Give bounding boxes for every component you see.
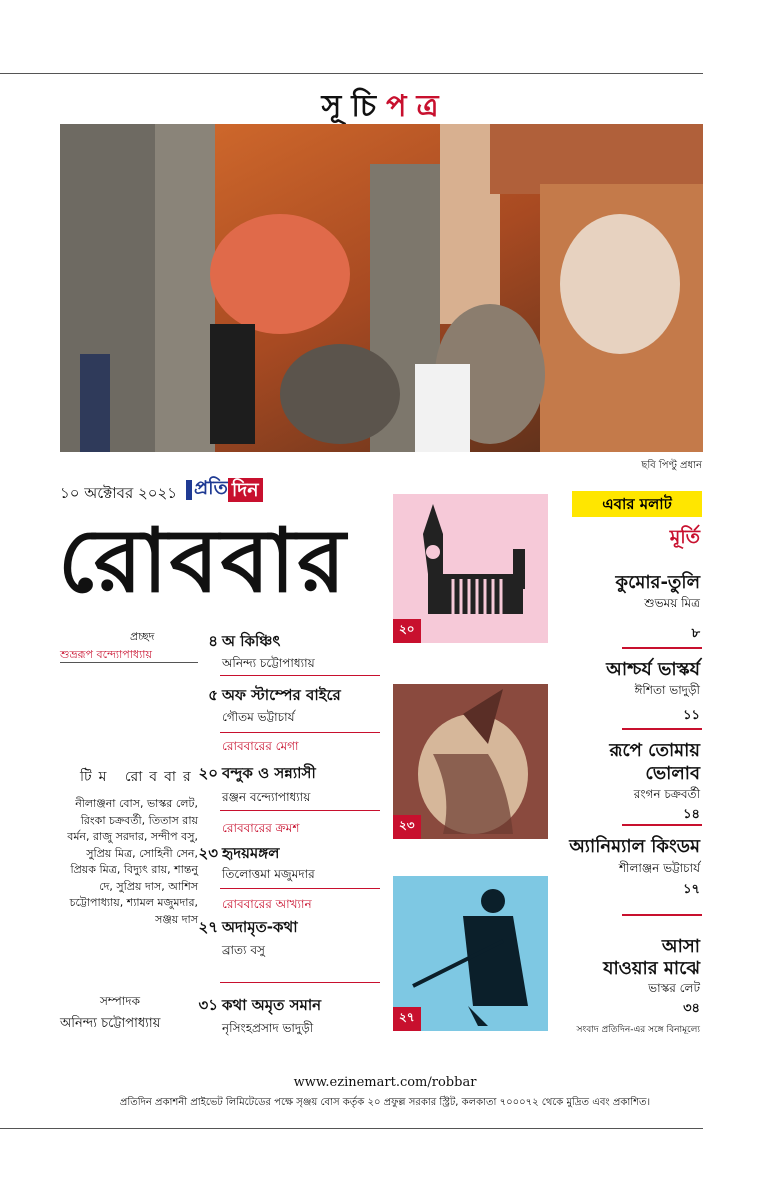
team-heading: টিম রোববার <box>80 769 198 785</box>
cover-story-author: শীলাঞ্জন ভট্টাচার্য <box>618 861 700 875</box>
brand-logo-part2: দিন <box>228 478 263 502</box>
toc-title: অফ স্টাম্পের বাইরে <box>222 686 341 704</box>
thumbnail-20[interactable] <box>393 494 548 643</box>
bottom-rule <box>0 1128 703 1129</box>
cover-credit-name: শুভ্ররূপ বন্দ্যোপাধ্যায় <box>60 648 152 661</box>
cover-story-title[interactable]: আসা <box>661 936 700 957</box>
toc-title: কথা অমৃত সমান <box>222 996 322 1014</box>
toc-page-number: ৫ <box>208 686 218 704</box>
supplement-note: সংবাদ প্রতিদিন-এর সঙ্গে বিনামূল্যে <box>576 1025 700 1035</box>
top-rule <box>0 73 703 74</box>
cover-story-divider <box>622 824 702 826</box>
cover-story-title[interactable]: রূপে তোমায় <box>609 740 700 761</box>
toc-page-number: ৩১ <box>198 996 218 1014</box>
cover-story-author: শুভময় মিত্র <box>644 596 700 610</box>
cover-story-author: ঈশিতা ভাদুড়ী <box>634 683 700 697</box>
page-title-part1: সূচি <box>321 89 387 124</box>
toc-author: রঞ্জন বন্দ্যোপাধ্যায় <box>222 790 311 804</box>
cover-story-page: ১১ <box>683 708 700 723</box>
toc-kicker: রোববারের মেগা <box>222 739 299 753</box>
cover-story-divider <box>622 647 702 649</box>
hero-photo-illustration <box>60 124 703 452</box>
toc-title: হৃদয়মঙ্গল <box>222 844 280 862</box>
toc-page-number: ২০ <box>198 764 218 782</box>
hero-photo <box>60 124 703 452</box>
toc-divider <box>220 675 380 676</box>
cover-story-author: ভাস্কর লেট <box>648 981 700 995</box>
editor-label: সম্পাদক <box>100 994 141 1008</box>
cover-story-title-line2[interactable]: ভোলাব <box>645 763 700 784</box>
cover-story-page: ১৪ <box>683 807 700 822</box>
thumbnail-page-number: ২৭ <box>393 1007 421 1031</box>
toc-page-number: ২৭ <box>198 918 218 936</box>
toc-page-number: ২৩ <box>198 844 218 862</box>
team-members: নীলাঞ্জনা বোস, ভাস্কর লেট, রিংকা চক্রবর্তী, তিতাস রায় বর্মন, রাজু সরদার, সন্দীপ বসু, সুপ্রিয় মিত্র, সোহিনী সেন, প্রিয়ক মিত্র, বিদ্যুৎ রায়, শান্তনু দে, সুপ্রিয় দাস, আশিস চট্টোপাধ্যায়, শ্যামল মজুমদার, সঞ্জয় দাস <box>67 797 198 926</box>
thumbnail-27[interactable] <box>393 876 548 1031</box>
cover-story-page: ৮ <box>691 626 700 641</box>
cover-story-divider <box>622 914 702 916</box>
toc-title: বন্দুক ও সন্ন্যাসী <box>222 764 316 782</box>
toc-kicker: রোববারের আখ্যান <box>222 897 312 911</box>
cover-story-author: রংগন চক্রবর্তী <box>633 787 700 801</box>
footer-url[interactable]: www.ezinemart.com/robbar <box>293 1075 477 1090</box>
photo-credit: ছবি পিণ্টু প্রধান <box>641 460 702 471</box>
cover-story-title-line2[interactable]: যাওয়ার মাঝে <box>603 958 700 979</box>
cover-story-title[interactable]: অ্যানিম্যাল কিংডম <box>569 836 700 857</box>
brand-logo-mark <box>186 480 192 500</box>
toc-divider <box>220 732 380 733</box>
page-title-part2: পত্র <box>386 89 449 124</box>
toc-author: নৃসিংহপ্রসাদ ভাদুড়ী <box>222 1021 314 1035</box>
cover-story-badge: এবার মলাট <box>572 491 702 517</box>
cover-story-title[interactable]: কুমোর-তুলি <box>615 572 700 593</box>
thumbnail-23[interactable] <box>393 684 548 839</box>
toc-divider <box>220 888 380 889</box>
brand-logo-part1: প্রতি <box>194 477 228 499</box>
brand-logo <box>186 478 263 502</box>
editor-name: অনিন্দ্য চট্টোপাধ্যায় <box>60 1016 161 1031</box>
cover-story-page: ৩৪ <box>683 1001 700 1016</box>
cover-story-theme: মূর্তি <box>669 526 700 548</box>
thumbnail-page-number: ২৩ <box>393 815 421 839</box>
toc-page-number: ৪ <box>208 632 218 650</box>
toc-author: গৌতম ভট্টাচার্য <box>222 710 295 724</box>
toc-divider <box>220 982 380 983</box>
thumbnail-page-number: ২০ <box>393 619 421 643</box>
publisher-line: প্রতিদিন প্রকাশনী প্রাইভেট লিমিটেডের পক্ষে সৃঞ্জয় বোস কর্তৃক ২০ প্রফুল্ল সরকার স্ট্রিট, কলকাতা ৭০০০৭২ থেকে মুদ্রিত এবং প্রকাশিত। <box>119 1097 651 1108</box>
toc-title: অদামৃত-কথা <box>222 918 298 936</box>
cover-story-page: ১৭ <box>683 882 700 897</box>
issue-date: ১০ অক্টোবর ২০২১ <box>60 484 178 502</box>
toc-divider <box>220 810 380 811</box>
toc-author: অনিন্দ্য চট্টোপাধ্যায় <box>222 656 315 670</box>
cover-story-divider <box>622 728 702 730</box>
toc-author: ব্রাত্য বসু <box>222 943 265 957</box>
masthead-title: রোববার <box>58 508 348 612</box>
toc-title: অ কিঞ্চিৎ <box>222 632 281 650</box>
toc-author: তিলোত্তমা মজুমদার <box>222 867 315 881</box>
cover-story-title[interactable]: আশ্চর্য ভাস্কর্য <box>606 659 700 680</box>
cover-credit-label: প্রচ্ছদ <box>130 630 155 643</box>
toc-kicker: রোববারের ক্রমশ <box>222 821 300 835</box>
